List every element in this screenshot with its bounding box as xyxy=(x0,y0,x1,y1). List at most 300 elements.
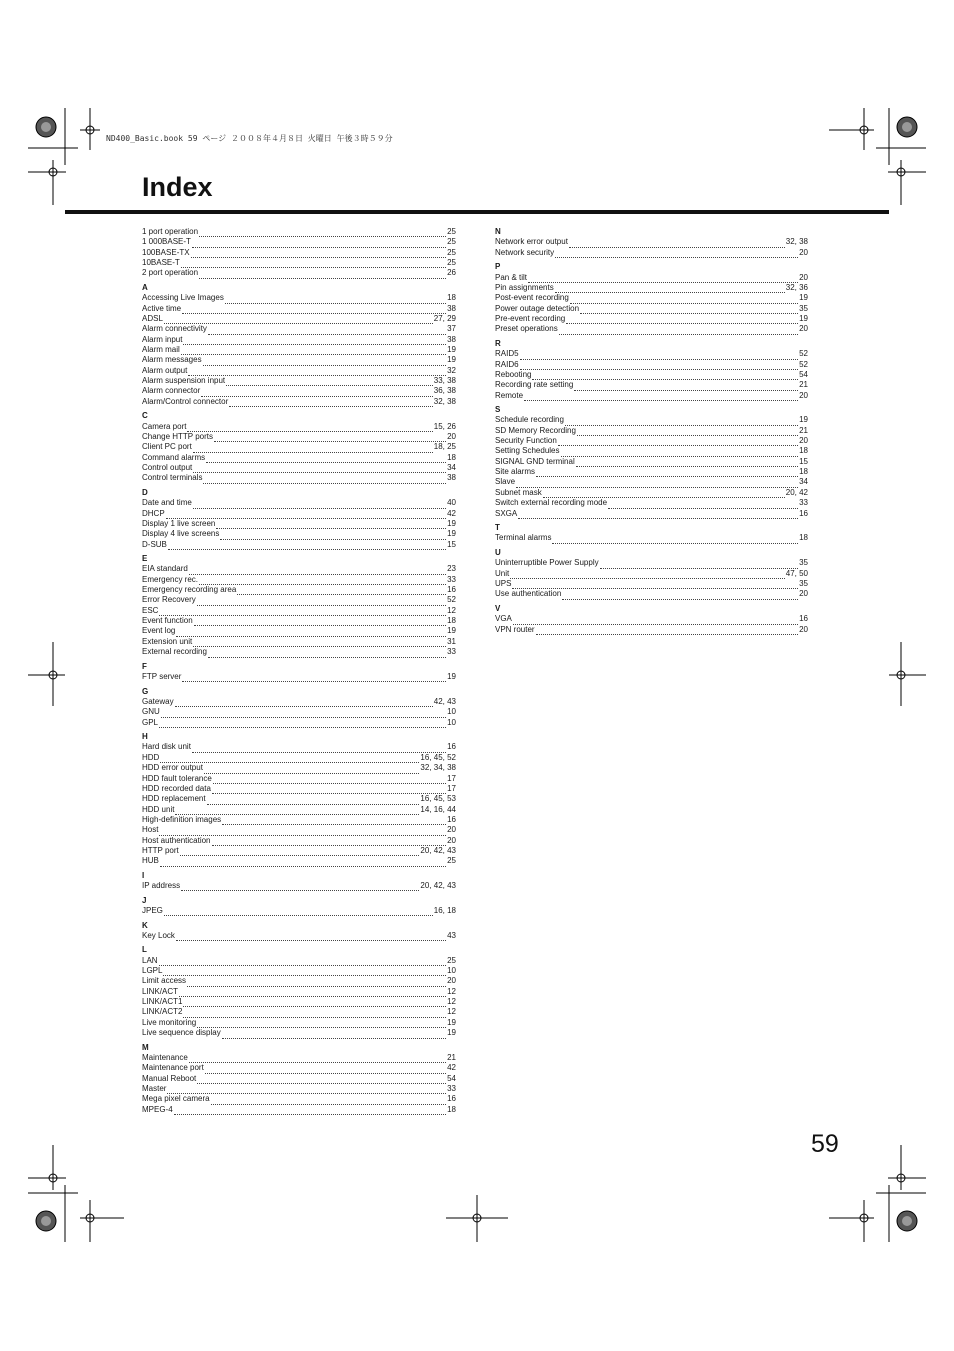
dot-leader xyxy=(163,968,446,976)
index-term: Display 1 live screen xyxy=(142,518,216,528)
index-page-refs: 21 xyxy=(799,380,808,390)
index-page-refs: 36, 38 xyxy=(433,386,456,396)
index-page-refs: 20 xyxy=(799,247,808,257)
dot-leader xyxy=(197,1020,446,1028)
index-entry xyxy=(142,718,456,728)
dot-leader xyxy=(212,838,447,846)
dot-leader xyxy=(183,1010,446,1018)
index-entry xyxy=(495,589,808,599)
index-entry xyxy=(495,569,808,579)
section-letter: A xyxy=(142,282,148,292)
index-page-refs: 19 xyxy=(447,529,456,539)
dot-leader xyxy=(229,399,432,407)
dot-leader xyxy=(213,776,446,784)
dot-leader xyxy=(207,797,420,805)
index-entry xyxy=(142,422,456,432)
index-term: Setting Schedules xyxy=(495,446,560,456)
index-term: IP address xyxy=(142,881,181,891)
index-term: Emergency recording area xyxy=(142,585,237,595)
index-entry xyxy=(495,477,808,487)
index-term: LINK/ACT1 xyxy=(142,997,183,1007)
dot-leader xyxy=(159,608,446,616)
index-entry xyxy=(142,268,456,278)
index-section xyxy=(142,687,456,728)
dot-leader xyxy=(159,828,446,836)
dot-leader xyxy=(181,883,419,891)
index-page-refs: 18 xyxy=(799,533,808,543)
index-page-refs: 54 xyxy=(447,1073,456,1083)
index-page-refs: 52 xyxy=(799,359,808,369)
dot-leader xyxy=(520,352,799,360)
index-term: Preset operations xyxy=(495,324,558,334)
dot-leader xyxy=(203,358,447,366)
index-page-refs: 16, 45, 52 xyxy=(420,752,456,762)
index-entry xyxy=(142,763,456,773)
index-page-refs: 17 xyxy=(447,773,456,783)
dot-leader xyxy=(188,368,446,376)
dot-leader xyxy=(199,229,446,237)
index-entry xyxy=(142,626,456,636)
index-page-refs: 20 xyxy=(447,825,456,835)
index-page-refs: 17 xyxy=(447,783,456,793)
index-page-refs: 35 xyxy=(799,303,808,313)
index-term: ADSL xyxy=(142,313,163,323)
index-entry xyxy=(495,625,808,635)
dot-leader xyxy=(204,766,419,774)
registration-mark-bottom-left xyxy=(28,1145,124,1242)
index-page-refs: 32, 38 xyxy=(785,237,808,247)
index-entry xyxy=(495,446,808,456)
index-page-refs: 20, 42, 43 xyxy=(420,881,456,891)
dot-leader xyxy=(159,958,447,966)
index-page-refs: 18, 25 xyxy=(433,442,456,452)
index-entry xyxy=(142,237,456,247)
index-entry xyxy=(142,647,456,657)
index-page-refs: 52 xyxy=(799,349,808,359)
index-page-refs: 16, 18 xyxy=(433,906,456,915)
index-term: Uninterruptible Power Supply xyxy=(495,558,599,568)
section-letter: U xyxy=(495,547,501,557)
index-entry xyxy=(142,1063,456,1073)
registration-mark-top-left xyxy=(28,108,100,205)
index-entry xyxy=(142,1084,456,1094)
index-term: Emergency rec. xyxy=(142,574,199,584)
dot-leader xyxy=(175,699,433,707)
index-entry xyxy=(495,488,808,498)
index-page-refs: 16 xyxy=(799,508,808,518)
index-entry xyxy=(495,579,808,589)
index-page-refs: 23 xyxy=(447,564,456,574)
index-term: LINK/ACT xyxy=(142,986,179,996)
dot-leader xyxy=(512,581,798,589)
index-term: 2 port operation xyxy=(142,268,199,278)
index-page-refs: 19 xyxy=(799,313,808,323)
index-page-refs: 35 xyxy=(799,578,808,588)
index-term: High-definition images xyxy=(142,814,222,824)
section-letter: M xyxy=(142,1042,149,1052)
index-page-refs: 19 xyxy=(447,1028,456,1038)
dot-leader xyxy=(203,476,446,484)
index-term: Security Function xyxy=(495,436,557,446)
index-term: UPS xyxy=(495,578,512,588)
index-page-refs: 38 xyxy=(447,334,456,344)
index-page-refs: 54 xyxy=(799,369,808,379)
dot-leader xyxy=(558,438,798,446)
index-term: Alarm output xyxy=(142,365,188,375)
index-entry xyxy=(142,976,456,986)
index-term: Extension unit xyxy=(142,636,193,646)
index-term: Alarm suspension input xyxy=(142,376,226,385)
index-page-refs: 25 xyxy=(447,237,456,247)
dot-leader xyxy=(222,817,446,825)
section-letter: V xyxy=(495,603,501,613)
index-term: Remote xyxy=(495,390,524,400)
index-term: Manual Reboot xyxy=(142,1073,197,1083)
index-page-refs: 40 xyxy=(447,498,456,508)
index-term: Control terminals xyxy=(142,473,203,483)
section-letter: F xyxy=(142,661,147,671)
index-page-refs: 32 xyxy=(447,365,456,375)
index-entry xyxy=(495,614,808,624)
index-entry xyxy=(142,815,456,825)
dot-leader xyxy=(176,629,446,637)
index-entry xyxy=(142,519,456,529)
index-entry xyxy=(142,335,456,345)
index-page-refs: 18 xyxy=(447,452,456,462)
index-entry xyxy=(142,585,456,595)
index-term: Gateway xyxy=(142,696,174,706)
index-page-refs: 20 xyxy=(799,272,808,282)
dot-leader xyxy=(160,859,446,867)
index-term: Date and time xyxy=(142,498,192,508)
dot-leader xyxy=(555,285,785,293)
index-section xyxy=(495,604,808,635)
index-term: Event function xyxy=(142,616,193,626)
dot-leader xyxy=(201,389,433,397)
index-term: Live monitoring xyxy=(142,1017,197,1027)
index-term: Rebooting xyxy=(495,369,532,379)
index-page-refs: 34 xyxy=(447,462,456,472)
index-entry xyxy=(142,956,456,966)
index-page-refs: 19 xyxy=(447,626,456,636)
index-entry xyxy=(142,707,456,717)
index-page-refs: 16 xyxy=(447,585,456,595)
index-page-refs: 25 xyxy=(447,856,456,866)
index-entry xyxy=(142,784,456,794)
section-letter: G xyxy=(142,686,149,696)
index-entry xyxy=(142,1053,456,1063)
dot-leader xyxy=(199,271,446,279)
index-entry xyxy=(142,595,456,605)
dot-leader xyxy=(208,650,446,658)
dot-leader xyxy=(222,1031,446,1039)
index-term: Maintenance xyxy=(142,1053,188,1063)
index-term: Switch external recording mode xyxy=(495,498,608,508)
index-term: Camera port xyxy=(142,421,187,431)
index-term: HDD fault tolerance xyxy=(142,773,212,783)
index-term: Hard disk unit xyxy=(142,742,191,752)
dot-leader xyxy=(181,260,446,268)
index-entry xyxy=(142,432,456,442)
index-page-refs: 20 xyxy=(799,624,808,634)
index-term: Alarm/Control connector xyxy=(142,396,229,406)
index-column-left xyxy=(142,227,456,1115)
index-entry xyxy=(495,467,808,477)
index-entry xyxy=(142,672,456,682)
dot-leader xyxy=(600,561,798,569)
index-term: Change HTTP ports xyxy=(142,431,213,441)
dot-leader xyxy=(193,639,446,647)
dot-leader xyxy=(216,521,446,529)
index-entry xyxy=(142,345,456,355)
dot-leader xyxy=(580,306,798,314)
index-entry xyxy=(142,453,456,463)
section-letter: H xyxy=(142,732,148,742)
dot-leader xyxy=(208,327,446,335)
index-page-refs: 10 xyxy=(447,707,456,717)
registration-mark-bottom-right xyxy=(829,1145,926,1242)
index-term: Host xyxy=(142,825,159,835)
index-page-refs: 19 xyxy=(447,355,456,365)
dot-leader xyxy=(193,501,446,509)
index-entry xyxy=(495,370,808,380)
index-page-refs: 16 xyxy=(799,614,808,624)
index-section xyxy=(142,488,456,550)
index-entry xyxy=(142,836,456,846)
dot-leader xyxy=(205,1066,446,1074)
index-entry xyxy=(142,1094,456,1104)
index-entry xyxy=(142,774,456,784)
index-page-refs: 12 xyxy=(447,1007,456,1017)
index-page-refs: 18 xyxy=(447,616,456,626)
index-term: Command alarms xyxy=(142,452,206,462)
registration-mark-top-right xyxy=(829,108,926,205)
index-page-refs: 20 xyxy=(799,436,808,446)
index-page-refs: 20 xyxy=(799,324,808,334)
index-entry xyxy=(142,355,456,365)
index-entry xyxy=(142,1007,456,1017)
index-entry xyxy=(142,366,456,376)
index-term: D-SUB xyxy=(142,539,167,549)
index-term: 10BASE-T xyxy=(142,258,180,268)
index-page-refs: 33, 38 xyxy=(433,376,456,385)
index-entry xyxy=(142,397,456,407)
index-page-refs: 20, 42, 43 xyxy=(420,845,456,855)
index-section xyxy=(495,548,808,600)
index-page-refs: 20 xyxy=(447,976,456,986)
index-page-refs: 34 xyxy=(799,477,808,487)
dot-leader xyxy=(518,511,798,519)
section-letter: P xyxy=(495,262,501,272)
index-page-refs: 18 xyxy=(447,293,456,303)
section-letter: E xyxy=(142,554,148,564)
index-page-refs: 52 xyxy=(447,595,456,605)
index-section xyxy=(142,1043,456,1115)
dot-leader xyxy=(179,989,446,997)
index-entry xyxy=(142,637,456,647)
index-page-refs: 16, 45, 53 xyxy=(420,794,456,804)
index-term: GPL xyxy=(142,717,159,727)
index-page-refs: 35 xyxy=(799,558,808,568)
index-page-refs: 32, 34, 38 xyxy=(420,763,456,773)
index-page-refs: 19 xyxy=(799,293,808,303)
index-page-refs: 42 xyxy=(447,1063,456,1073)
index-page-refs: 20 xyxy=(799,390,808,400)
dot-leader xyxy=(180,848,420,856)
dot-leader xyxy=(552,536,798,544)
index-term: 1 port operation xyxy=(142,227,199,236)
index-term: Schedule recording xyxy=(495,415,564,425)
index-page-refs: 25 xyxy=(447,258,456,268)
dot-leader xyxy=(176,933,446,941)
index-entry xyxy=(142,564,456,574)
dot-leader xyxy=(191,250,447,258)
title-rule xyxy=(65,210,889,214)
section-letter: J xyxy=(142,895,147,905)
index-section xyxy=(495,227,808,258)
index-entry xyxy=(142,1028,456,1038)
index-page-refs: 12 xyxy=(447,986,456,996)
dot-leader xyxy=(192,745,446,753)
index-term: Post-event recording xyxy=(495,293,569,303)
index-page-refs: 42, 43 xyxy=(433,696,456,706)
index-entry xyxy=(142,386,456,396)
dot-leader xyxy=(160,755,419,763)
section-letter: T xyxy=(495,523,500,533)
print-header-line: ND400_Basic.book 59 ページ ２００８年４月８日 火曜日 午後３時５９分 xyxy=(106,134,393,143)
dot-leader xyxy=(570,296,798,304)
index-entry xyxy=(142,304,456,314)
dot-leader xyxy=(565,418,798,426)
index-term: Key Lock xyxy=(142,930,175,940)
index-entry xyxy=(142,463,456,473)
index-term: Alarm input xyxy=(142,334,183,344)
index-page-refs: 38 xyxy=(447,303,456,313)
index-page-refs: 32, 36 xyxy=(785,282,808,292)
index-term: DHCP xyxy=(142,508,165,518)
index-entry xyxy=(142,997,456,1007)
dot-leader xyxy=(187,979,446,987)
index-page-refs: 18 xyxy=(799,467,808,477)
dot-leader xyxy=(175,807,419,815)
index-entry xyxy=(142,742,456,752)
index-column-right xyxy=(495,227,808,635)
index-section xyxy=(142,871,456,892)
index-term: Network security xyxy=(495,247,555,257)
index-page-refs: 15 xyxy=(799,456,808,466)
index-term: Pin assignments xyxy=(495,282,554,292)
index-term: Alarm connectivity xyxy=(142,324,207,334)
index-page-refs: 25 xyxy=(447,227,456,236)
index-entry xyxy=(495,273,808,283)
index-page-refs: 12 xyxy=(447,997,456,1007)
index-page-refs: 15, 26 xyxy=(433,421,456,431)
index-term: Alarm mail xyxy=(142,344,180,354)
index-entry xyxy=(142,1074,456,1084)
index-page-refs: 21 xyxy=(799,425,808,435)
dot-leader xyxy=(555,250,798,258)
index-page-refs: 32, 38 xyxy=(433,396,456,406)
index-section xyxy=(495,523,808,544)
index-term: HDD recorded data xyxy=(142,783,211,793)
dot-leader xyxy=(197,598,446,606)
index-term: SXGA xyxy=(495,508,518,518)
index-entry xyxy=(142,258,456,268)
index-term: Use authentication xyxy=(495,589,562,599)
dot-leader xyxy=(189,567,446,575)
registration-mark-middle-left xyxy=(28,642,65,706)
index-section xyxy=(142,896,456,917)
index-term: Live sequence display xyxy=(142,1028,221,1038)
index-entry xyxy=(142,805,456,815)
index-term: HDD error output xyxy=(142,763,203,773)
section-letter: L xyxy=(142,945,147,955)
index-page-refs: 19 xyxy=(799,415,808,425)
dot-leader xyxy=(159,720,446,728)
index-term: HDD replacement xyxy=(142,794,206,804)
index-entry xyxy=(495,558,808,568)
dot-leader xyxy=(192,240,446,248)
index-entry xyxy=(142,227,456,237)
page-title: Index xyxy=(142,172,213,202)
index-entry xyxy=(142,856,456,866)
index-page-refs: 19 xyxy=(447,1017,456,1027)
index-term: HDD unit xyxy=(142,804,175,814)
index-page-refs: 15 xyxy=(447,539,456,549)
index-page-refs: 33 xyxy=(447,647,456,657)
index-entry xyxy=(495,237,808,247)
dot-leader xyxy=(569,240,785,248)
dot-leader xyxy=(211,1097,447,1105)
dot-leader xyxy=(161,710,446,718)
dot-leader xyxy=(516,480,798,488)
index-entry xyxy=(495,304,808,314)
index-page-refs: 10 xyxy=(447,966,456,976)
index-page-refs: 16 xyxy=(447,814,456,824)
index-page-refs: 47, 50 xyxy=(785,568,808,578)
index-term: Mega pixel camera xyxy=(142,1094,210,1104)
index-term: Limit access xyxy=(142,976,187,986)
index-page-refs: 19 xyxy=(447,672,456,682)
index-entry xyxy=(142,846,456,856)
index-term: VPN router xyxy=(495,624,535,634)
index-term: Site alarms xyxy=(495,467,536,477)
index-page-refs: 37 xyxy=(447,324,456,334)
index-page-refs: 25 xyxy=(447,955,456,965)
index-entry xyxy=(142,794,456,804)
index-page-refs: 26 xyxy=(447,268,456,278)
section-letter: I xyxy=(142,870,145,880)
dot-leader xyxy=(168,542,446,550)
index-page-refs: 20 xyxy=(799,589,808,599)
index-term: MPEG-4 xyxy=(142,1104,173,1114)
index-page-refs: 20 xyxy=(447,835,456,845)
index-entry xyxy=(142,906,456,916)
section-letter: K xyxy=(142,920,148,930)
index-entry xyxy=(495,380,808,390)
dot-leader xyxy=(189,1055,446,1063)
dot-leader xyxy=(199,577,446,585)
index-section xyxy=(495,339,808,401)
index-entry xyxy=(142,473,456,483)
index-page-refs: 18 xyxy=(799,446,808,456)
index-term: HTTP port xyxy=(142,845,179,855)
index-entry xyxy=(142,529,456,539)
index-term: ESC xyxy=(142,605,159,615)
index-section xyxy=(142,283,456,407)
dot-leader xyxy=(528,275,798,283)
index-entry xyxy=(142,324,456,334)
